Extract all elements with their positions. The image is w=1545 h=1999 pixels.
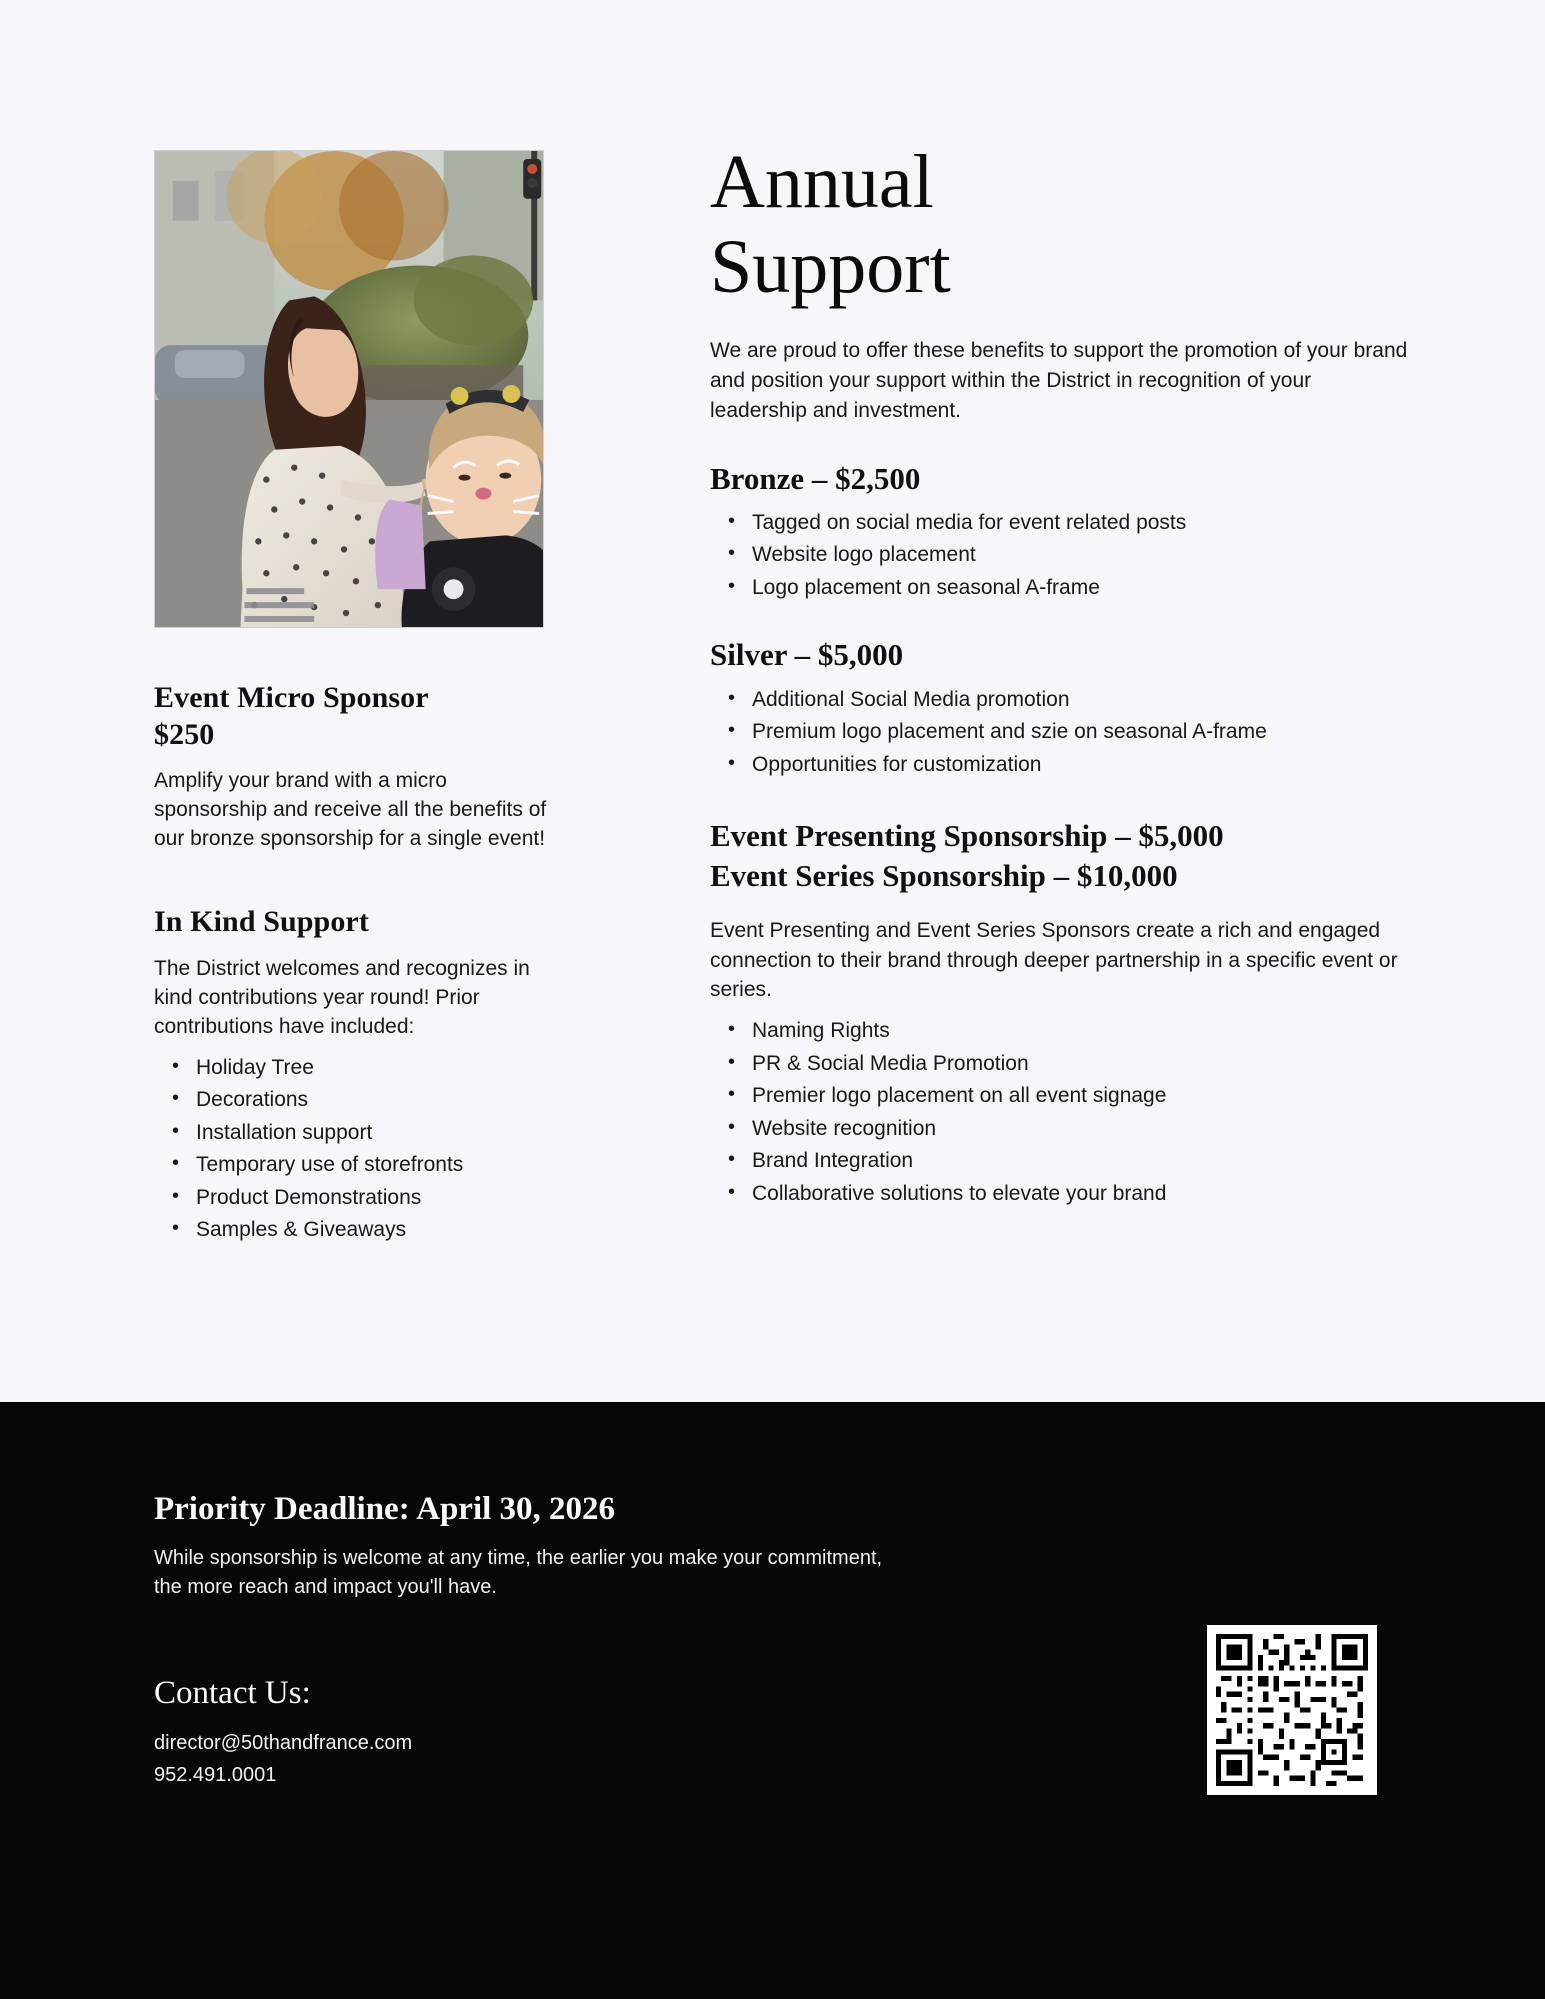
list-item: • Additional Social Media promotion [752,686,1410,715]
page-title-line2: Support [710,225,951,310]
event-series-heading: Event Series Sponsorship – $10,000 [710,857,1178,893]
in-kind-heading: In Kind Support [154,905,369,939]
list-item: • Website recognition [752,1115,1410,1144]
contact-heading: Contact Us: [154,1674,311,1711]
list-item: • Opportunities for customization [752,751,1410,780]
in-kind-list [154,1054,554,1245]
page-title [710,140,1410,310]
contact-phone[interactable]: 952.491.0001 [154,1763,277,1786]
list-item: • Collaborative solutions to elevate your brand [752,1180,1410,1209]
event-presenting-heading: Event Presenting Sponsorship – $5,000 [710,818,1224,854]
list-item: • Naming Rights [752,1017,1410,1046]
right-column [710,140,1410,1212]
list-item: • Brand Integration [752,1147,1410,1176]
bronze-benefits-list [710,509,1410,603]
list-item: • Tagged on social media for event related posts [752,509,1410,538]
page-title-line1: Annual [710,140,934,224]
list-item: • PR & Social Media Promotion [752,1050,1410,1079]
list-item: • Holiday Tree [196,1054,554,1083]
list-item: • Samples & Giveaways [196,1216,554,1245]
bronze-tier-heading: Bronze – $2,500 [710,460,921,496]
list-item: • Decorations [196,1086,554,1115]
micro-sponsor-heading [154,680,554,753]
footer-content [154,1490,914,1790]
in-kind-description: The District welcomes and recognizes in kind contributions year round! Prior contributions have included: [154,956,530,1038]
event-sponsorship-benefits-list [710,1017,1410,1208]
list-item: • Product Demonstrations [196,1184,554,1213]
list-item: • Installation support [196,1119,554,1148]
event-sponsorship-description: Event Presenting and Event Series Sponsors create a rich and engaged connection to their brand through deeper partnership in a specific event or series. [710,918,1398,1002]
intro-paragraph: We are proud to offer these benefits to support the promotion of your brand and position your support within the District in recognition of your leadership and investment. [710,339,1408,422]
priority-deadline-heading: Priority Deadline: April 30, 2026 [154,1491,616,1527]
list-item: • Logo placement on seasonal A-frame [752,574,1410,603]
list-item: • Premier logo placement on all event signage [752,1082,1410,1111]
silver-tier-heading: Silver – $5,000 [710,637,904,673]
contact-email[interactable]: director@50thandfrance.com [154,1731,413,1754]
priority-deadline-text: While sponsorship is welcome at any time, the earlier you make your commitment, the more reach and impact you'll have. [154,1546,883,1598]
qr-code[interactable] [1207,1625,1377,1795]
silver-benefits-list [710,686,1410,780]
micro-sponsor-description: Amplify your brand with a micro sponsorship and receive all the benefits of our bronze sponsorship for a single event! [154,769,547,851]
list-item: • Premium logo placement and szie on seasonal A-frame [752,718,1410,747]
list-item: • Website logo placement [752,541,1410,570]
micro-sponsor-heading-line2: $250 [154,717,215,751]
face-painting-photo [154,150,544,628]
list-item: • Temporary use of storefronts [196,1151,554,1180]
micro-sponsor-heading-line1: Event Micro Sponsor [154,681,429,714]
left-column [154,150,554,1249]
